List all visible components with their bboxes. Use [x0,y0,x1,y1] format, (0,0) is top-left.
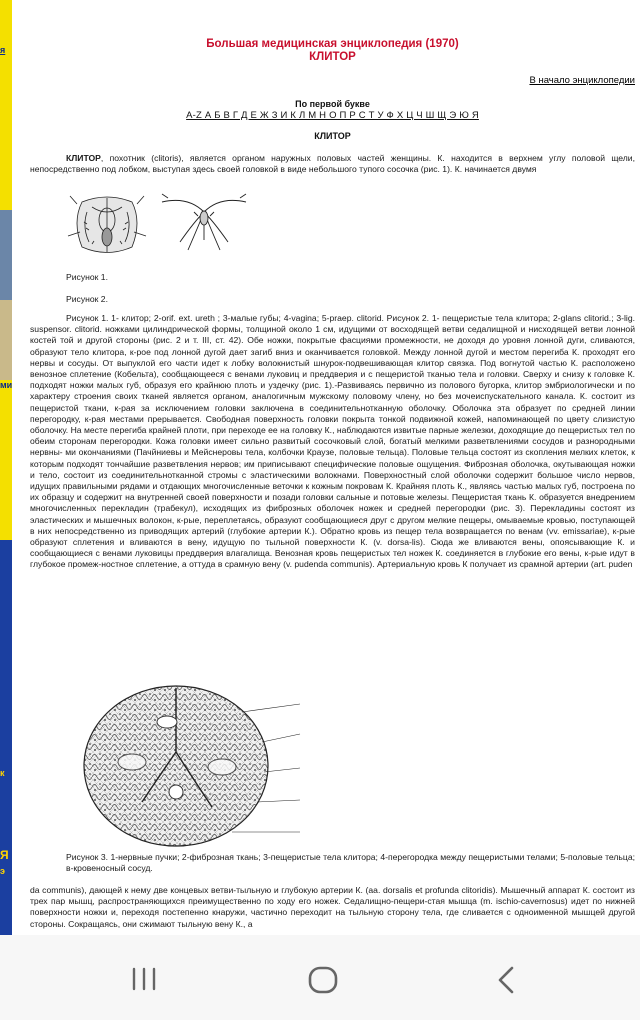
histology-figure-3-icon [72,682,306,850]
alphabet-links[interactable]: A-Z А Б В Г Д Е Ж З И К Л М Н О П Р С Т У Ф Х Ц Ч Ш Щ Э Ю Я [186,110,479,121]
intro-paragraph [30,153,635,175]
intro-text: , похотник (clitoris), является органом наружных половых частей женщины. К. находится в верхнем углу половой щели, непосредственно под лобком, выступая здесь своей головкой в виде небольшого тупого сосочка (рис. 1). К. начинается двумя [30,153,635,175]
recent-apps-icon[interactable] [128,965,160,993]
encyclopedia-page [30,0,635,935]
strip-text-mid: ми [0,380,12,390]
left-edge-strip [0,0,12,935]
section-title: КЛИТОР [314,131,351,141]
figure-1-caption: Рисунок 1. [66,272,108,282]
article-title: КЛИТОР [309,51,356,63]
closing-paragraph: da communis), дающей к нему две концевых ветви-тыльную и глубокую артерии К. (аа. dorsalis et profunda clitoridis). Мышечный аппарат К. состоит из трех пар мышц, распространяющихся преимущественно по ходу его ножек. Седалищно-пещери-стая мышца (m. ischio-cavernosus) идет по нижней поверхности ножки и, переходя постепенно кнаружи, частично переходит на тыльную сторону тела, где сливается с одноименной мышцей другой стороны. Сокращаясь, они сжимают тыльную вену К., а [30,885,635,929]
figure-3-caption: Рисунок 3. 1-нервные пучки; 2-фиброзная ткань; 3-пещеристые тела клитора; 4-перегородка между пещеристыми телами; 5-половые тельца; в-кровеносный сосуд. [66,852,635,874]
system-navigation-bar [0,935,640,1020]
strip-text-low1: к [0,768,5,778]
home-icon[interactable] [306,965,340,995]
anatomy-figure-2-icon [158,192,250,256]
by-letter-label: По первой букве [295,99,370,109]
encyclopedia-title: Большая медицинская энциклопедия (1970) [206,38,459,50]
strip-text-low2: Я [0,848,9,862]
intro-term: КЛИТОР [66,153,101,163]
anatomy-figure-1-icon [62,192,152,258]
figure-2-caption: Рисунок 2. [66,294,108,304]
strip-image-2 [0,300,12,380]
strip-text-low3: э [0,866,5,876]
strip-image-1 [0,210,12,300]
main-paragraph: Рисунок 1. 1- клитор; 2-orif. ext. ureth ; 3-малые губы; 4-vagina; 5-praep. clitorid. Рисунок 2. 1- пещеристые тела клитора; 2-glans clitorid.; 3-lig. suspensor. clitorid. ножками цилиндрической формы, толщиной около 1 см, идущими от восходящей ветви седалищной и нисходящей ветви лонной костей той и другой стороны (рис. 2 и т. III, ст. 42). Обе ножки, покрытые фасциями промежности, не доходя до уровня лонной дуги, сливаются, образуют тело клитора, к-рое под лонной дугой дает загиб вниз и оканчивается головкой. Между лонной дугой и местом перегиба К. проходят его нервы и сосуды. От выпуклой его части идет к лобку волокнистый шнурок-подвешивающая клитор связка. Под вогнутой частью К. расположено венозное сплетение (Кобельта), сообщающееся с венами луковиц и преддверия и с пещеристой тканью тела и головки. Сверху и снизу к головке К. подходят ножки малых губ, образуя его крайнюю плоть и уздечку (рис. 1).-Развиваясь первично из полового бугорка, клитор эмбриологически и по характеру строения своих тканей является органом, аналогичным мужскому половому члену, но без мочеиспускательного канала. К. состоит из пещеристой ткани, к-рая за исключением головки заключена в соединительнотканную оболочку. Оболочка эта образует по средней линии перегородку, к-рая местами прерывается. Свободная поверхность головки покрыта тонкой подвижной кожей, напоминающей по цвету слизистую оболочку. На месте перегиба крайней плоти, при переходе ее на головку К., наблюдаются извитые парные железки, доходящие до пещеристых тел по обеим сторонам перегородки. Кожа головки имеет сильно развитый сосочковый слой, богатый мелкими разветвлениями сосудов и разнородными нервны- ми окончаниями (Пачйниевы и Мейснеровы тела, колбочки Краузе, половые тельца). Половые тельца состоят из скопления мелких клеток, к которым подходят тончайшие разветвления нервов; им приписывают специфические половые ощущения. Фиброзная оболочка, окутывающая ножки и тело, состоит из соединительнотканной стромы с эластическими волокнами. Поверхностный слой оболочки содержит большое число нервов, идущих правильными рядами и отдающих многочисленные веточки к кожным покровам К. Крайняя плоть К., являясь частью малых губ, построена по их образцу и содержит на внутренней своей поверхности и позади головки сальные и потовые железы. Пещеристая ткань К. образуется внедрением многочисленных перекладин (трабекул), исходящих из фиброзных оболочек ножек и средней перегородки (рис. 3). Перекладины состоят из эластических и мышечных волокон, к-рые, переплетаясь, образуют сообщающиеся друг с другом мелкие пещеры, омываемые кровью, поступающей в них непосредственно из приводящих артерий (глубокие артерии К.). Обратно кровь из пещер тела возвращается по венам (vv. emissariae), к-рые образуют сплетения и вливаются в вену, идущую по тыльной поверхности К. (v. dorsa-lis). Сюда же вливаются вены, опоясывающие К. и сообщающиеся с венами луковицы преддверия влагалища. Венозная кровь пещеристых тел ножек К. соединяется в глубокие его вены, к-рые идут в глубокое промеж-ностное сплетение, а оттуда в срамную вену (v. pudenda communis). Артериальную кровь К получает из срамной артерии (art. puden [30,313,635,570]
back-icon[interactable] [494,965,518,995]
strip-text-top: я [0,45,6,55]
home-link[interactable]: В начало энциклопедии [529,75,635,86]
